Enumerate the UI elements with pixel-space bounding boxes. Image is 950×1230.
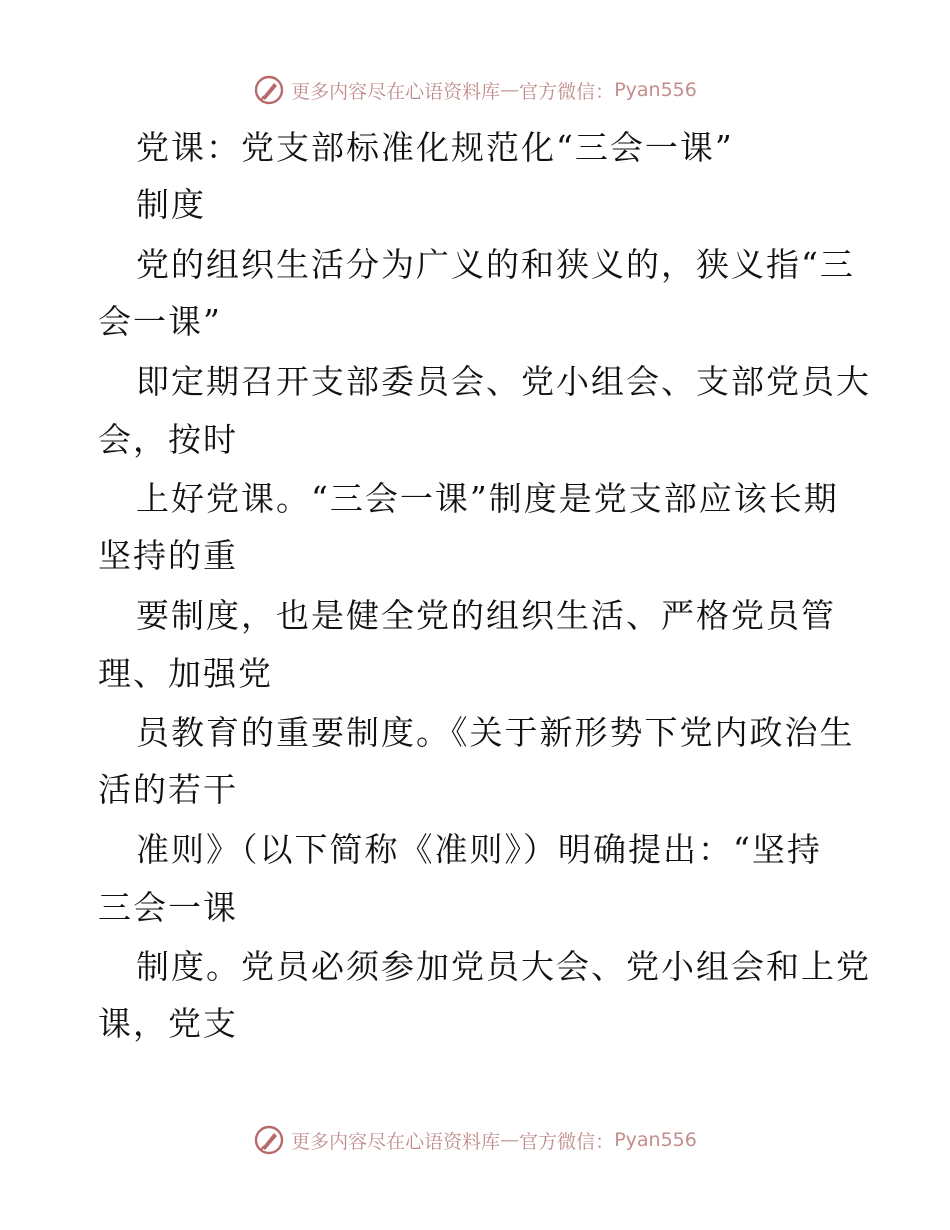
paragraph-line: 活的若干 [98,770,238,809]
paragraph-line: 要制度，也是健全党的组织生活、严格党员管 [136,596,836,635]
paragraph-line: 三会一课 [98,888,238,927]
paragraph-line: 即定期召开支部委员会、党小组会、支部党员大 [136,362,871,401]
paragraph-line: 理、加强党 [98,654,273,693]
paragraph-line: 上好党课。“三会一课”制度是党支部应该长期 [136,479,839,518]
paragraph-line: 坚持的重 [98,536,238,575]
document-title-cont: 制度 [136,185,206,224]
quill-pen-logo-icon [253,1124,285,1156]
watermark-wechat-id: Pyan556 [614,79,697,101]
footer-watermark [0,1120,950,1160]
paragraph-line: 课，党支 [98,1004,238,1043]
paragraph-line: 会，按时 [98,420,238,459]
watermark-wechat-id: Pyan556 [614,1129,697,1151]
paragraph-line: 准则》（以下简称《准则》）明确提出：“坚持 [136,830,822,869]
paragraph-line: 员教育的重要制度。《关于新形势下党内政治生 [136,713,855,752]
watermark-separator: — [500,79,520,101]
paragraph-line: 党的组织生活分为广义的和狭义的，狭义指“三 [136,245,855,284]
document-title: 党课：党支部标准化规范化“三会一课” [136,128,734,167]
paragraph-line: 制度。党员必须参加党员大会、党小组会和上党 [136,947,871,986]
paragraph-line: 会一课” [98,302,222,341]
watermark-text: 更多内容尽在心语资料库 [291,1130,501,1153]
watermark-text: 更多内容尽在心语资料库 [291,80,501,103]
watermark-separator: — [500,1129,520,1151]
watermark-label: 官方微信： [519,1130,615,1153]
watermark-label: 官方微信： [519,80,615,103]
